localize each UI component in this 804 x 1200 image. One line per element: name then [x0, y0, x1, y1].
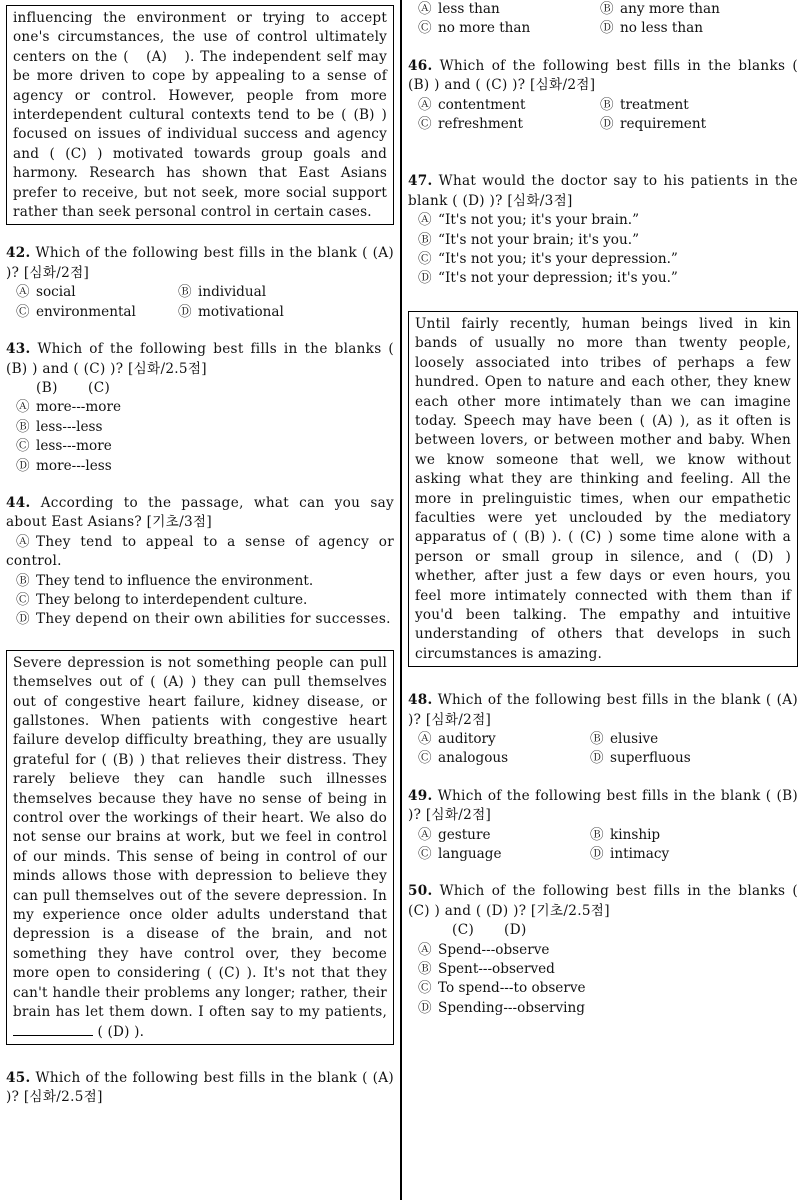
option-b[interactable]: Ⓑ individual	[178, 284, 267, 301]
question-45-options	[408, 0, 798, 39]
option-c[interactable]: Ⓒ They belong to interdependent culture.	[16, 591, 308, 608]
question-47	[408, 172, 798, 288]
question-46	[408, 57, 798, 135]
question-number: 44.	[6, 494, 31, 511]
question-stem: Which of the following best fills in the blanks ( (B) ) and ( (C) )? [심화/2점]	[408, 57, 798, 94]
passage-text-tail: ( (D) ).	[93, 1023, 145, 1040]
question-number: 50.	[408, 883, 433, 900]
question-number: 43.	[6, 341, 31, 358]
passage-box-2	[6, 650, 394, 1045]
passage-text: Until fairly recently, human beings lived in kin bands of usually no more than twenty people, loosely associated into tribes of perhaps a few hundred. Open to nature and each other, they knew each other more intimately than we can imagine today. Speech may have been ( (A) ), as it often is between lovers, or between mother and baby. When we know someone that well, we know without asking what they are thinking and feeling. All the more in prelinguistic times, when our empathetic faculties were yet unclouded by the mediatory apparatus of ( (B) ). ( (C) ) some time alone with a person or small group in silence, and ( (D) ) whether, after just a few days or even hours, you feel more intimately connected with them than if you'd been talking. The empathy and intuitive understanding of others that develops in such circumstances is amazing.	[415, 315, 791, 662]
question-stem: Which of the following best fills in the blank ( (B) )? [심화/2점]	[408, 787, 798, 824]
option-c[interactable]: Ⓒ less---more	[16, 438, 112, 455]
option-c[interactable]: Ⓒ refreshment	[418, 116, 524, 133]
question-48	[408, 691, 798, 769]
option-a[interactable]: Ⓐ contentment	[418, 96, 526, 113]
option-a[interactable]: Ⓐ auditory	[418, 731, 496, 747]
question-number: 46.	[408, 57, 433, 74]
option-d[interactable]: Ⓓ They depend on their own abilities for successes.	[16, 611, 391, 628]
option-a[interactable]: Ⓐ gesture	[418, 826, 491, 843]
option-a[interactable]: Ⓐ more---more	[16, 399, 122, 416]
option-c[interactable]: Ⓒ language	[418, 846, 502, 863]
option-b[interactable]: Ⓑ any more than	[600, 1, 720, 17]
passage-text: Severe depression is not something people can pull themselves out of ( (A) ) they can pull themselves out of congestive heart failure, kidney disease, or gallstones. When patients with congestive heart failure develop difficulty breathing, they are usually grateful for ( (B) ) that relieves their distress. They rarely believe they can handle such illnesses themselves because they have no sense of being in control over the workings of their heart. We also do not sense our brains at work, but we feel in control of our minds. This sense of being in control of our minds allows those with depression to believe they can pull themselves out of the severe depression. In my experience once older adults understand that depression is a disease of the brain, and not something they have control over, they become more open to considering ( (C) ). It's not that they can't handle their problems any longer; rather, their brain has let them down. I often say to my patients,	[13, 654, 387, 1021]
question-stem: Which of the following best fills in the blank ( (A) )? [심화/2점]	[408, 692, 798, 728]
option-d[interactable]: Ⓓ more---less	[16, 457, 112, 474]
option-b[interactable]: Ⓑ Spent---observed	[418, 961, 555, 978]
question-number: 48.	[408, 692, 433, 709]
question-43	[6, 340, 394, 476]
option-header: (B) (C)	[36, 379, 111, 396]
question-stem: According to the passage, what can you say about East Asians? [기초/3점]	[6, 494, 394, 531]
option-a[interactable]: Ⓐ “It's not you; it's your brain.”	[418, 212, 640, 229]
option-d[interactable]: Ⓓ requirement	[600, 116, 707, 133]
option-c[interactable]: Ⓒ To spend---to observe	[418, 980, 586, 997]
question-number: 49.	[408, 787, 433, 804]
left-column	[6, 0, 394, 1108]
option-d[interactable]: Ⓓ no less than	[600, 20, 704, 37]
question-stem: Which of the following best fills in the blanks ( (C) ) and ( (D) )? [기초/2.5점]	[408, 883, 798, 919]
question-49	[408, 787, 798, 865]
question-44	[6, 494, 394, 630]
option-a[interactable]: Ⓐ Spend---observe	[418, 941, 550, 958]
option-b[interactable]: Ⓑ kinship	[590, 826, 661, 843]
option-d[interactable]: Ⓓ Spending---observing	[418, 999, 585, 1016]
question-stem: Which of the following best fills in the blank ( (A) )? [심화/2점]	[6, 245, 394, 281]
option-header: (C) (D)	[452, 922, 527, 939]
answer-blank-line	[13, 1023, 93, 1036]
question-42	[6, 244, 394, 322]
option-b[interactable]: Ⓑ They tend to influence the environment.	[16, 572, 314, 589]
question-50	[408, 882, 798, 1018]
question-number: 47.	[408, 173, 433, 190]
question-stem: Which of the following best fills in the blanks ( (B) ) and ( (C) )? [심화/2.5점]	[6, 341, 394, 377]
option-d[interactable]: Ⓓ motivational	[178, 303, 284, 320]
option-c[interactable]: Ⓒ “It's not you; it's your depression.”	[418, 251, 678, 268]
option-a[interactable]: Ⓐ social	[16, 284, 76, 301]
question-stem: Which of the following best fills in the blank ( (A) )? [심화/2.5점]	[6, 1069, 394, 1106]
column-divider	[400, 0, 402, 1200]
option-d[interactable]: Ⓓ superfluous	[590, 750, 691, 767]
option-c[interactable]: Ⓒ analogous	[418, 750, 509, 767]
option-b[interactable]: Ⓑ elusive	[590, 731, 659, 747]
question-stem: What would the doctor say to his patients in the blank ( (D) )? [심화/3점]	[408, 173, 798, 209]
passage-box-1	[6, 5, 394, 225]
option-b[interactable]: Ⓑ “It's not your brain; it's you.”	[418, 231, 640, 248]
option-d[interactable]: Ⓓ intimacy	[590, 846, 670, 863]
passage-text: influencing the environment or trying to accept one's circumstances, the use of control ultimately centers on the ( (A) ). The independent self may be more driven to cope by appealing to a sense of agency or control. However, people from more interdependent cultural contexts tend to be ( (B) ) focused on issues of individual success and agency and ( (C) ) motivated towards group goals and harmony. Research has shown that East Asians prefer to receive, but not seek, more social support rather than seek personal control in certain cases.	[13, 10, 387, 221]
option-a[interactable]: Ⓐ less than	[418, 1, 500, 17]
question-number: 45.	[6, 1069, 31, 1086]
option-c[interactable]: Ⓒ no more than	[418, 20, 531, 37]
option-a[interactable]: Ⓐ They tend to appeal to a sense of agency or control.	[6, 533, 394, 570]
option-b[interactable]: Ⓑ less---less	[16, 418, 103, 435]
question-number: 42.	[6, 245, 31, 262]
passage-box-3	[408, 311, 798, 667]
option-d[interactable]: Ⓓ “It's not your depression; it's you.”	[418, 270, 678, 287]
option-b[interactable]: Ⓑ treatment	[600, 96, 689, 113]
right-column	[408, 0, 798, 1018]
option-c[interactable]: Ⓒ environmental	[16, 303, 136, 320]
question-45-stem	[6, 1069, 394, 1108]
